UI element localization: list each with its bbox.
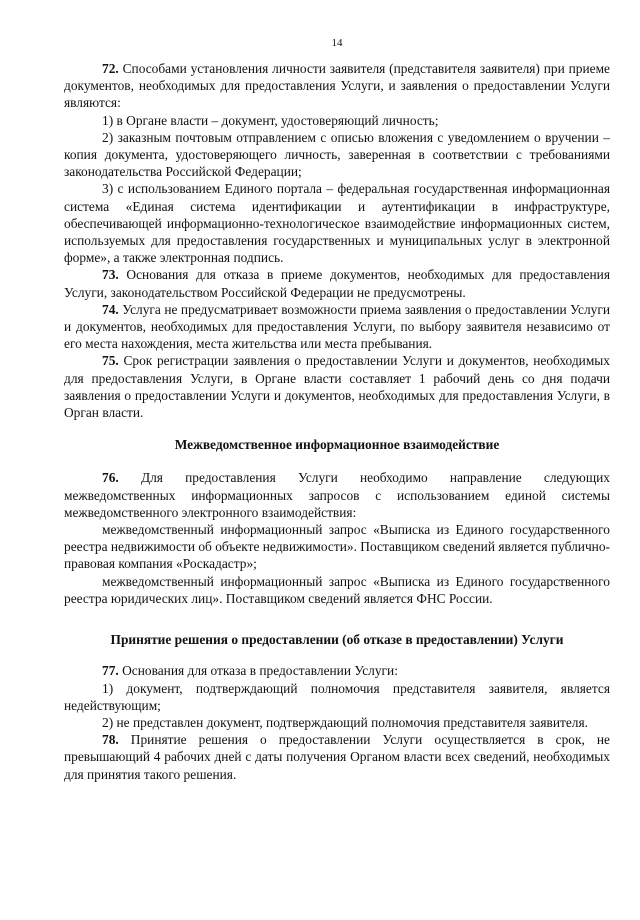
paragraph-text: Способами установления личности заявителя (представителя заявителя) при приеме документов, необходимых для предоставления Услуги, и заявления о предоставлении Услуги являются: <box>64 61 610 111</box>
paragraph-number: 74. <box>102 301 119 317</box>
paragraph-text: Основания для отказа в приеме документов, необходимых для предоставления Услуги, законодательством Российской Федерации не предусмотрены. <box>64 267 610 300</box>
paragraph-number: 75. <box>102 353 119 369</box>
paragraph-74 <box>64 301 610 353</box>
paragraph-text: Принятие решения о предоставлении Услуги осуществляется в срок, не превышающий 4 рабочих дней с даты получения Органом власти всех сведений, необходимых для принятия такого решения. <box>64 732 610 782</box>
list-item: 2) заказным почтовым отправлением с описью вложения с уведомлением о вручении – копия документа, удостоверяющего личность, заверенная в соответствии с требованиями законодательства Российской Федерации; <box>64 129 610 180</box>
list-item: 3) с использованием Единого портала – федеральная государственная информационная система «Единая система идентификации и аутентификации в инфраструктуре, обеспечивающей информационно-технологическое взаимодействие информационных систем, используемых для предоставления государственных и муниципальных услуг в электронной форме», а также электронная подпись. <box>64 181 610 266</box>
list-item: межведомственный информационный запрос «Выписка из Единого государственного реестра недвижимости об объекте недвижимости». Поставщиком сведений является публично-правовая компания «Роскадастр»; <box>64 522 610 572</box>
paragraph-number: 77. <box>102 663 119 679</box>
list-item: межведомственный информационный запрос «Выписка из Единого государственного реестра юридических лиц». Поставщиком сведений является ФНС России. <box>64 573 610 606</box>
section-heading: Межведомственное информационное взаимодействие <box>174 437 500 453</box>
list-item: 2) не представлен документ, подтверждающий полномочия представителя заявителя. <box>102 714 588 730</box>
paragraph-number: 72. <box>102 61 119 76</box>
paragraph-text: Для предоставления Услуги необходимо направление следующих межведомственных информационных запросов с использованием единой системы межведомственного электронного взаимодействия: <box>64 470 610 520</box>
page-number: 14 <box>331 37 343 49</box>
paragraph-text: Основания для отказа в предоставлении Услуги: <box>118 663 398 679</box>
paragraph-78 <box>64 731 610 783</box>
list-item: 1) документ, подтверждающий полномочия представителя заявителя, является недействующим; <box>64 680 610 713</box>
paragraph-77 <box>64 662 610 679</box>
paragraph-75 <box>64 352 610 421</box>
paragraph-text: Услуга не предусматривает возможности приема заявления о предоставлении Услуги и документов, необходимых для предоставления Услуги, по выбору заявителя независимо от его места нахождения, места жительства или места пребывания. <box>64 301 610 352</box>
paragraph-number: 76. <box>102 470 119 486</box>
list-item: 1) в Органе власти – документ, удостоверяющий личность; <box>102 112 439 128</box>
paragraph-72 <box>64 60 610 112</box>
paragraph-73 <box>64 266 610 300</box>
paragraph-76 <box>64 469 610 521</box>
paragraph-number: 73. <box>102 267 119 283</box>
paragraph-text: Срок регистрации заявления о предоставлении Услуги и документов, необходимых для предоставления Услуги, в Органе власти составляет 1 рабочий день со дня подачи заявления о предоставлении Услуги и документов, необходимых для предоставления Услуги, в Орган власти. <box>64 353 610 421</box>
section-heading: Принятие решения о предоставлении (об отказе в предоставлении) Услуги <box>110 632 564 648</box>
paragraph-number: 78. <box>102 732 119 748</box>
